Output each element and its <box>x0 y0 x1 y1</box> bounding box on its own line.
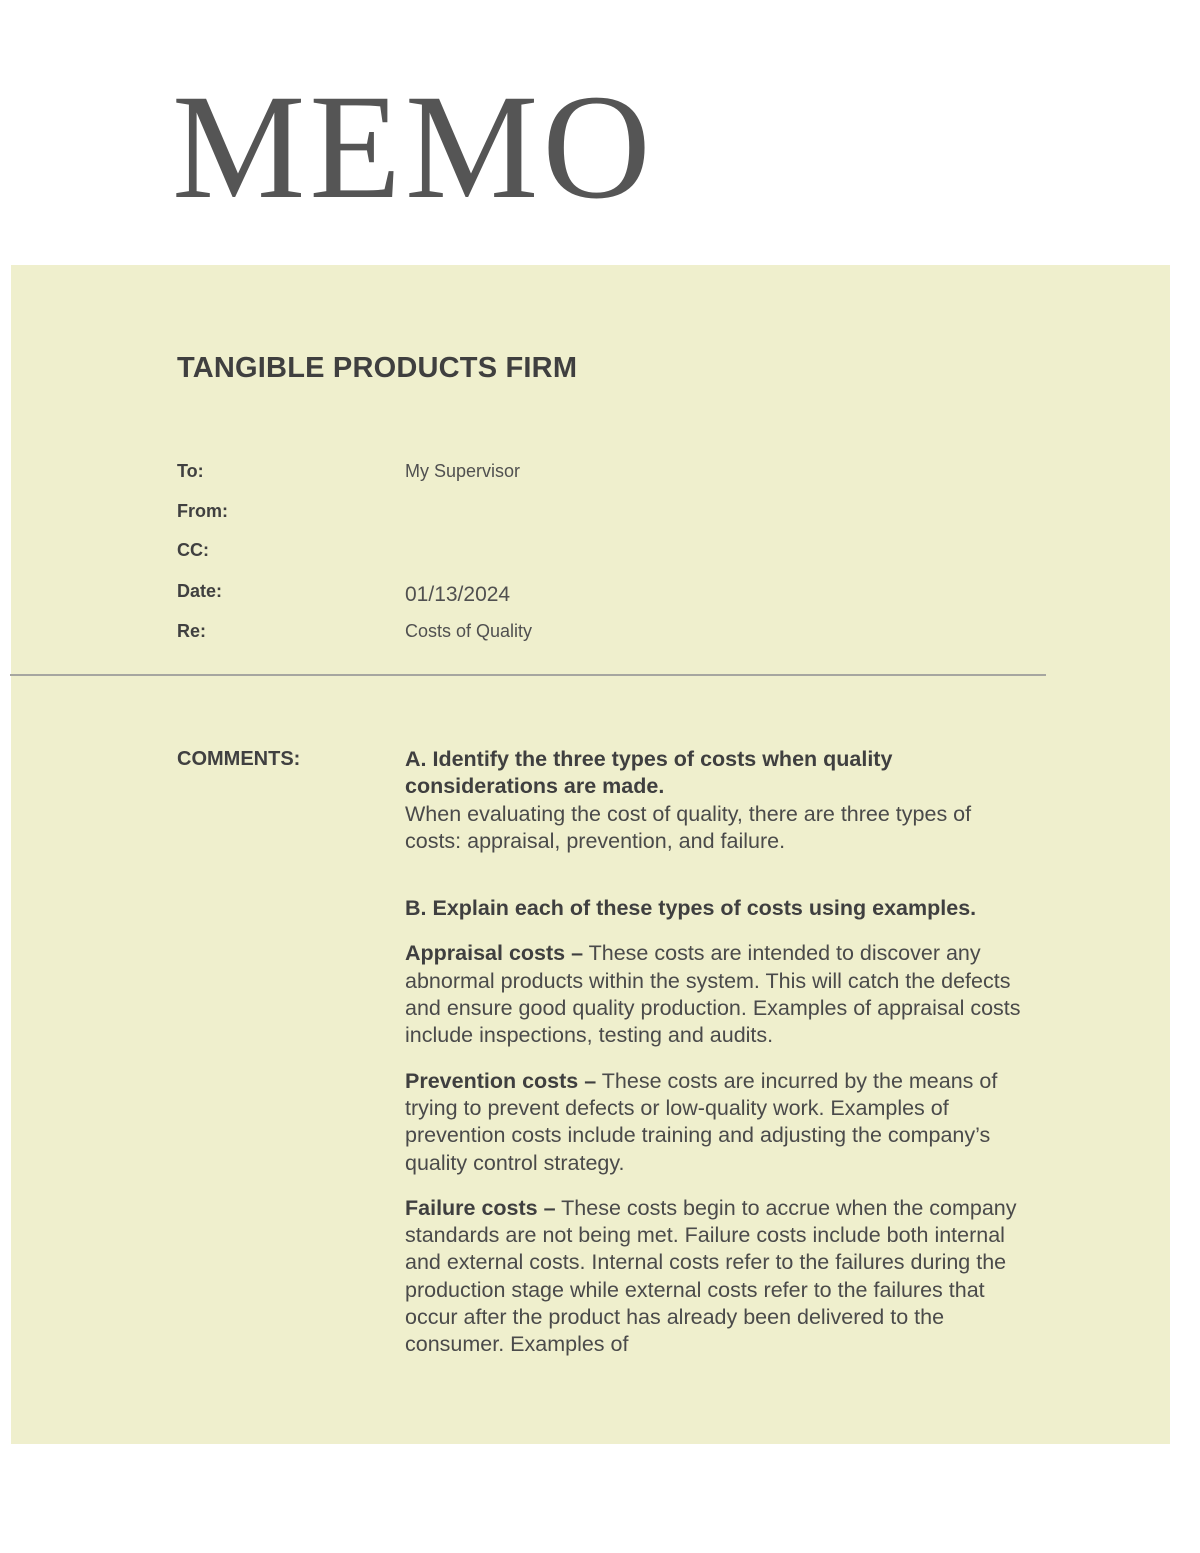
to-label: To: <box>177 461 204 481</box>
prevention-term: Prevention costs – <box>405 1068 597 1093</box>
date-label: Date: <box>177 581 223 601</box>
appraisal-term: Appraisal costs – <box>405 941 584 966</box>
question-a: A. Identify the three types of costs when quality considerations are made. <box>405 747 893 799</box>
failure-term: Failure costs – <box>405 1195 556 1220</box>
failure-paragraph <box>405 1195 1030 1359</box>
company-name: TANGIBLE PRODUCTS FIRM <box>177 352 578 384</box>
prevention-text: These costs are incurred by the means of trying to prevent defects or low-quality work. Examples of prevention costs include training and adjusting the company’s quality control strategy. <box>405 1068 998 1175</box>
re-label: Re: <box>177 621 207 641</box>
memo-title: MEMO <box>172 64 655 230</box>
from-label: From: <box>177 501 228 521</box>
failure-text: These costs begin to accrue when the company standards are not being met. Failure costs include both internal and external costs. Internal costs refer to the failures during the production stage while external costs refer to the failures that occur after the product has already been delivered to the consumer. Examples of <box>405 1195 1017 1357</box>
question-b: B. Explain each of these types of costs using examples. <box>405 896 977 921</box>
re-value: Costs of Quality <box>405 621 533 641</box>
answer-a: When evaluating the cost of quality, there are three types of costs: appraisal, prevention, and failure. <box>405 801 972 853</box>
appraisal-paragraph <box>405 940 1030 1049</box>
header-divider <box>10 674 1046 676</box>
prevention-paragraph <box>405 1068 1030 1177</box>
comments-body <box>405 746 1030 1359</box>
cc-label: CC: <box>177 540 209 560</box>
to-value: My Supervisor <box>405 461 521 481</box>
comments-label: COMMENTS: <box>177 748 301 770</box>
appraisal-text: These costs are intended to discover any abnormal products within the system. This will catch the defects and ensure good quality production. Examples of appraisal costs include inspections, testing and audits. <box>405 941 1021 1048</box>
date-value: 01/13/2024 <box>405 583 511 606</box>
